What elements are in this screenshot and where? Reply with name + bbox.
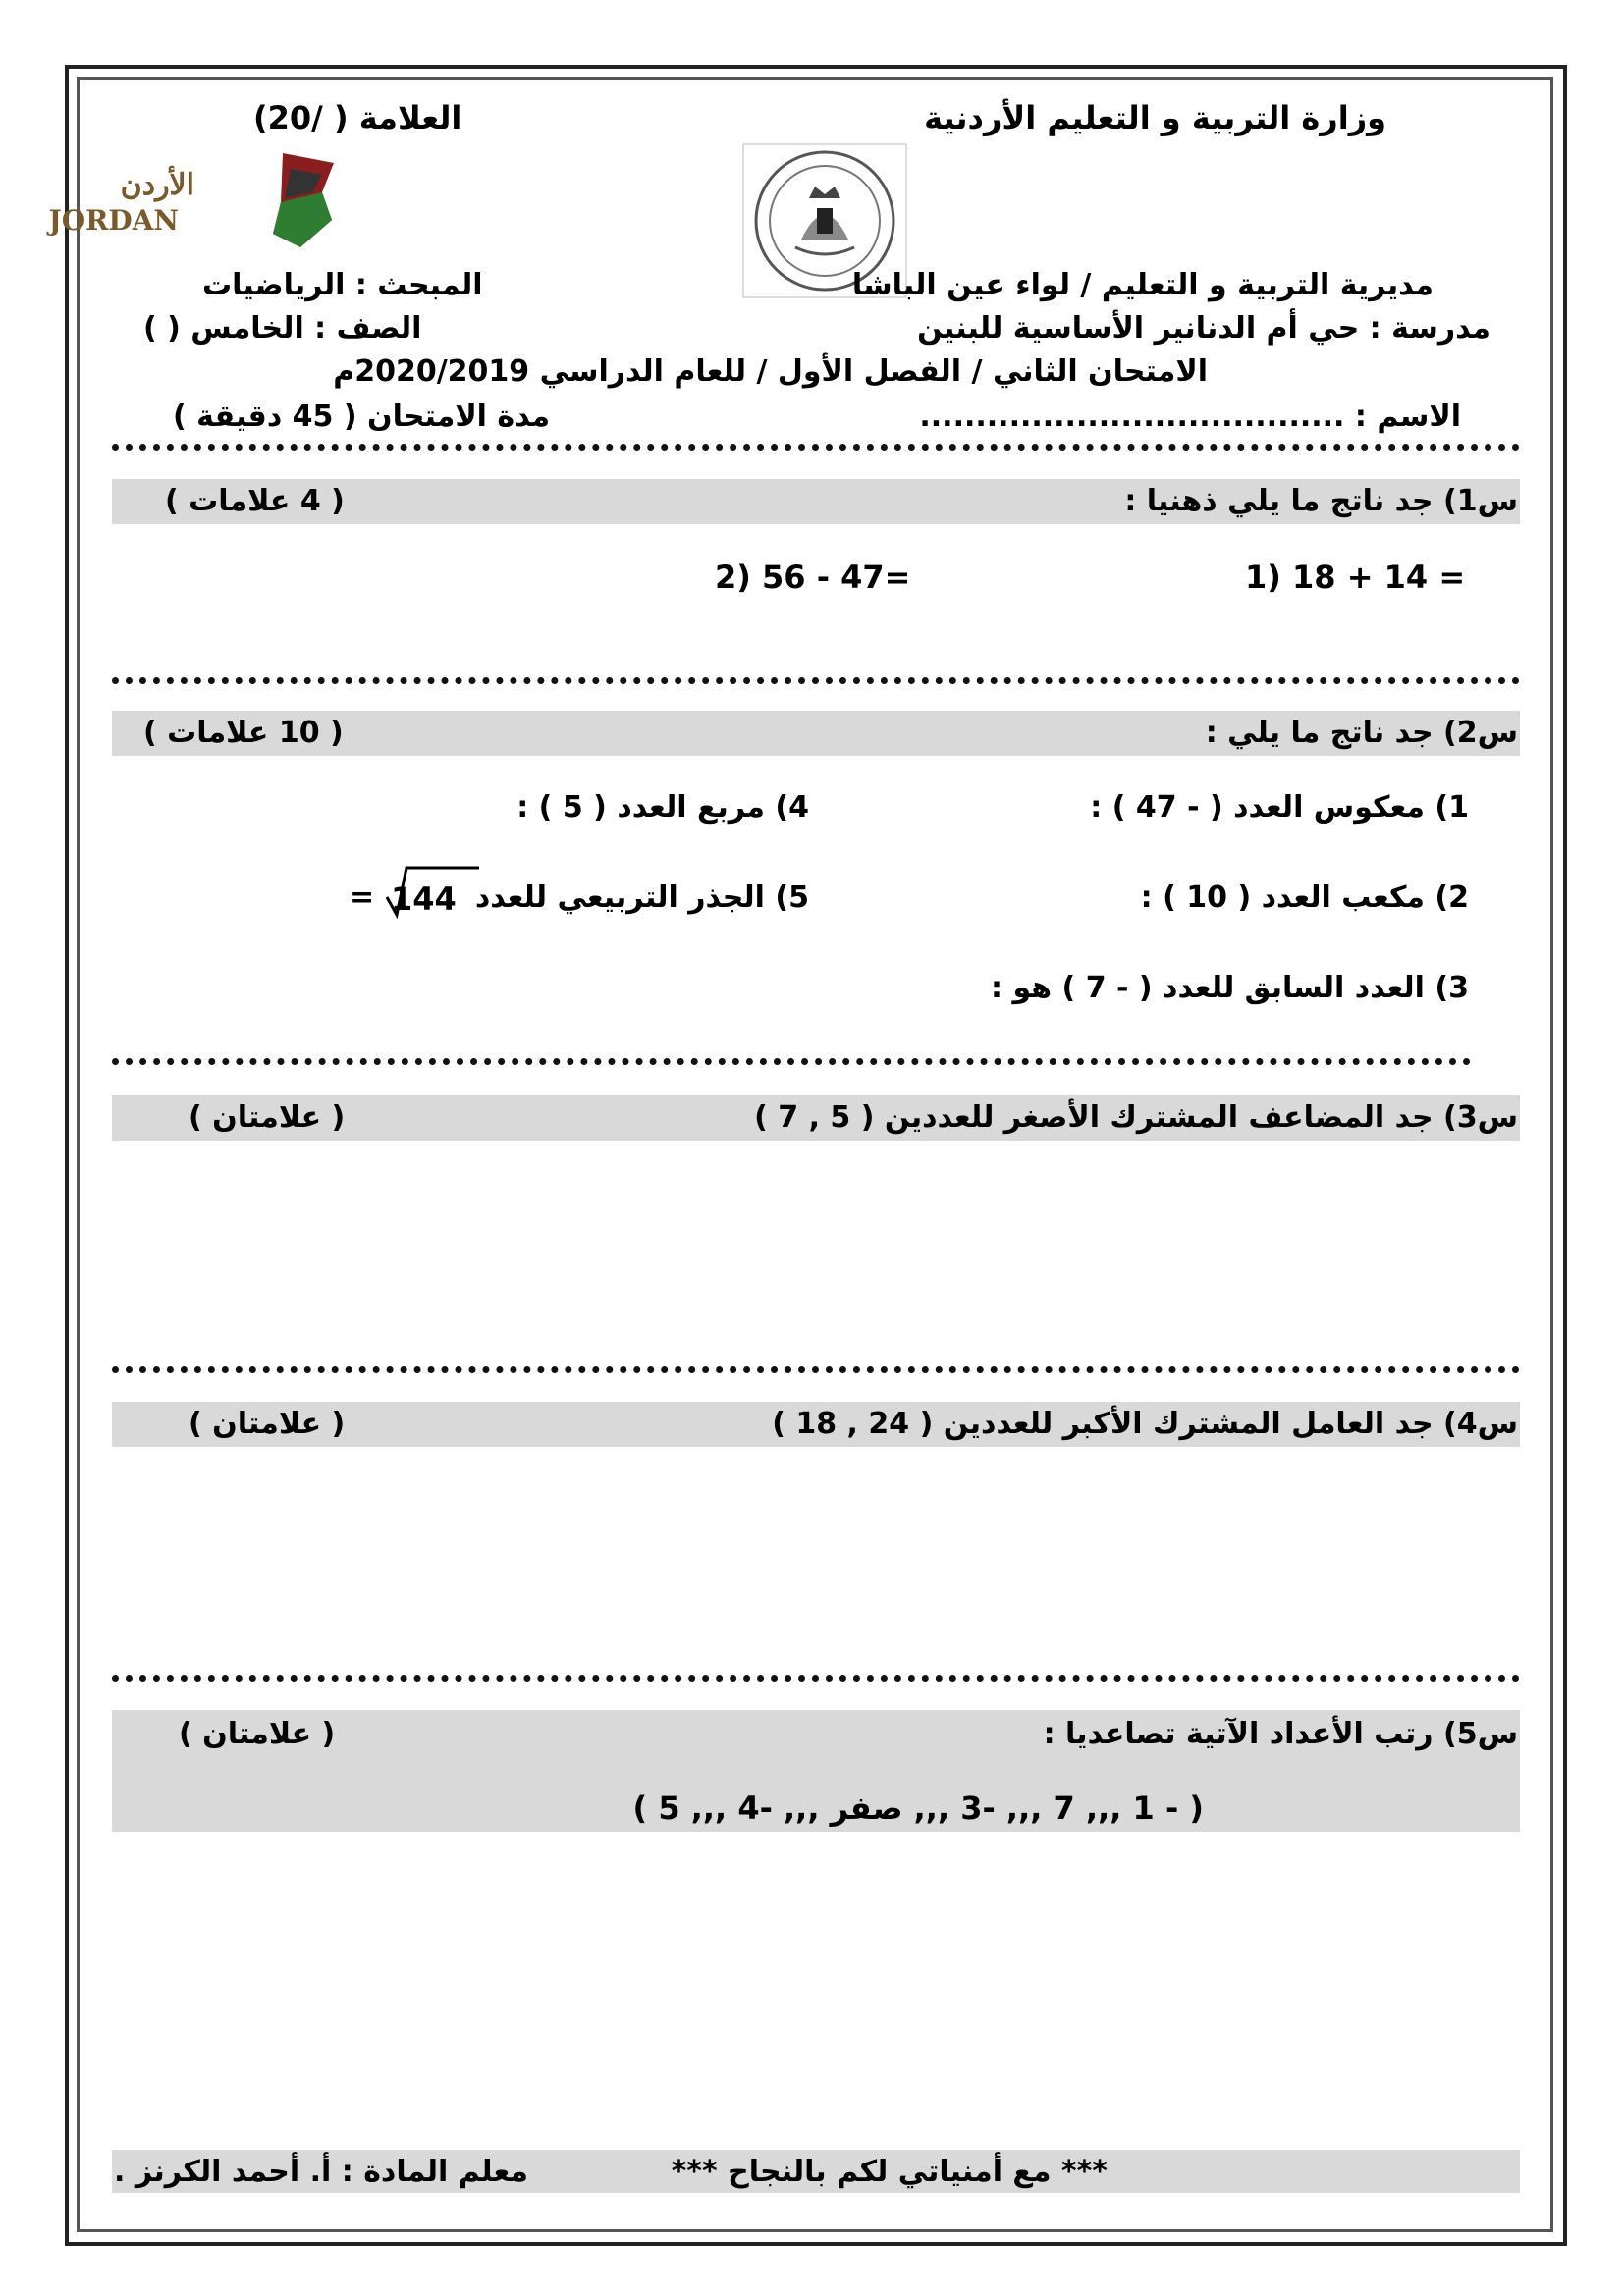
question-5-numbers: ( - 1 ,,, 7 ,,, -3 ,,, صفر ,,, -4 ,,, 5 ) bbox=[632, 1789, 1204, 1827]
question-2-item-3: 3) العدد السابق للعدد ( - 7 ) هو : bbox=[991, 971, 1469, 1005]
question-3-title: س3) جد المضاعف المشترك الأصغر للعددين ( 5 , 7 ) bbox=[754, 1100, 1518, 1135]
exam-title: الامتحان الثاني / الفصل الأول / للعام الدراسي 2020/2019م bbox=[333, 354, 1208, 389]
question-1-item-1: 1) 18 + 14 = bbox=[1245, 559, 1466, 596]
separator bbox=[112, 1366, 1520, 1373]
question-3-marks: ( علامتان ) bbox=[189, 1100, 346, 1135]
question-2-item-2: 2) مكعب العدد ( 10 ) : bbox=[1140, 881, 1469, 915]
question-1-title: س1) جد ناتج ما يلي ذهنيا : bbox=[1124, 484, 1518, 518]
logo-ar-text: الأردن bbox=[120, 168, 194, 202]
separator bbox=[112, 444, 1520, 451]
question-1-item-2: 2) 56 - 47= bbox=[715, 559, 911, 596]
school-name: مدرسة : حي أم الدنانير الأساسية للبنين bbox=[917, 311, 1490, 346]
question-4-marks: ( علامتان ) bbox=[189, 1407, 346, 1441]
grade: الصف : الخامس ( ) bbox=[143, 311, 422, 346]
separator bbox=[112, 1675, 1520, 1682]
question-5-title: س5) رتب الأعداد الآتية تصاعديا : bbox=[1043, 1717, 1518, 1751]
question-2-item-5-value: 144 bbox=[391, 881, 457, 918]
question-4-title: س4) جد العامل المشترك الأكبر للعددين ( 24 , 18 ) bbox=[772, 1407, 1518, 1441]
question-1-marks: ( 4 علامات ) bbox=[165, 484, 345, 518]
ministry-name: وزارة التربية و التعليم الأردنية bbox=[924, 99, 1386, 136]
question-2-item-1: 1) معكوس العدد ( - 47 ) : bbox=[1090, 790, 1469, 825]
exam-duration: مدة الامتحان ( 45 دقيقة ) bbox=[173, 400, 551, 434]
separator bbox=[112, 1058, 1471, 1065]
directorate: مديرية التربية و التعليم / لواء عين الباشا bbox=[851, 268, 1434, 302]
question-2-title: س2) جد ناتج ما يلي : bbox=[1205, 716, 1518, 750]
question-2-item-5-equals: = bbox=[350, 881, 375, 915]
question-5-marks: ( علامتان ) bbox=[179, 1717, 336, 1751]
teacher-name: معلم المادة : أ. أحمد الكرنز . bbox=[114, 2155, 528, 2189]
logo-en-text: JORDAN bbox=[48, 204, 179, 237]
total-mark: العلامة ( /20) bbox=[253, 99, 462, 136]
student-name-field: الاسم : ...................................... bbox=[919, 400, 1461, 434]
question-2-item-5-label: 5) الجذر التربيعي للعدد bbox=[474, 881, 809, 915]
question-2-item-4: 4) مربع العدد ( 5 ) : bbox=[516, 790, 809, 825]
subject: المبحث : الرياضيات bbox=[202, 268, 483, 302]
question-2-marks: ( 10 علامات ) bbox=[143, 716, 344, 750]
jordan-logo-icon bbox=[48, 149, 342, 253]
footer-wishes: *** مع أمنياتي لكم بالنجاح *** bbox=[671, 2155, 1108, 2189]
separator bbox=[112, 677, 1520, 684]
